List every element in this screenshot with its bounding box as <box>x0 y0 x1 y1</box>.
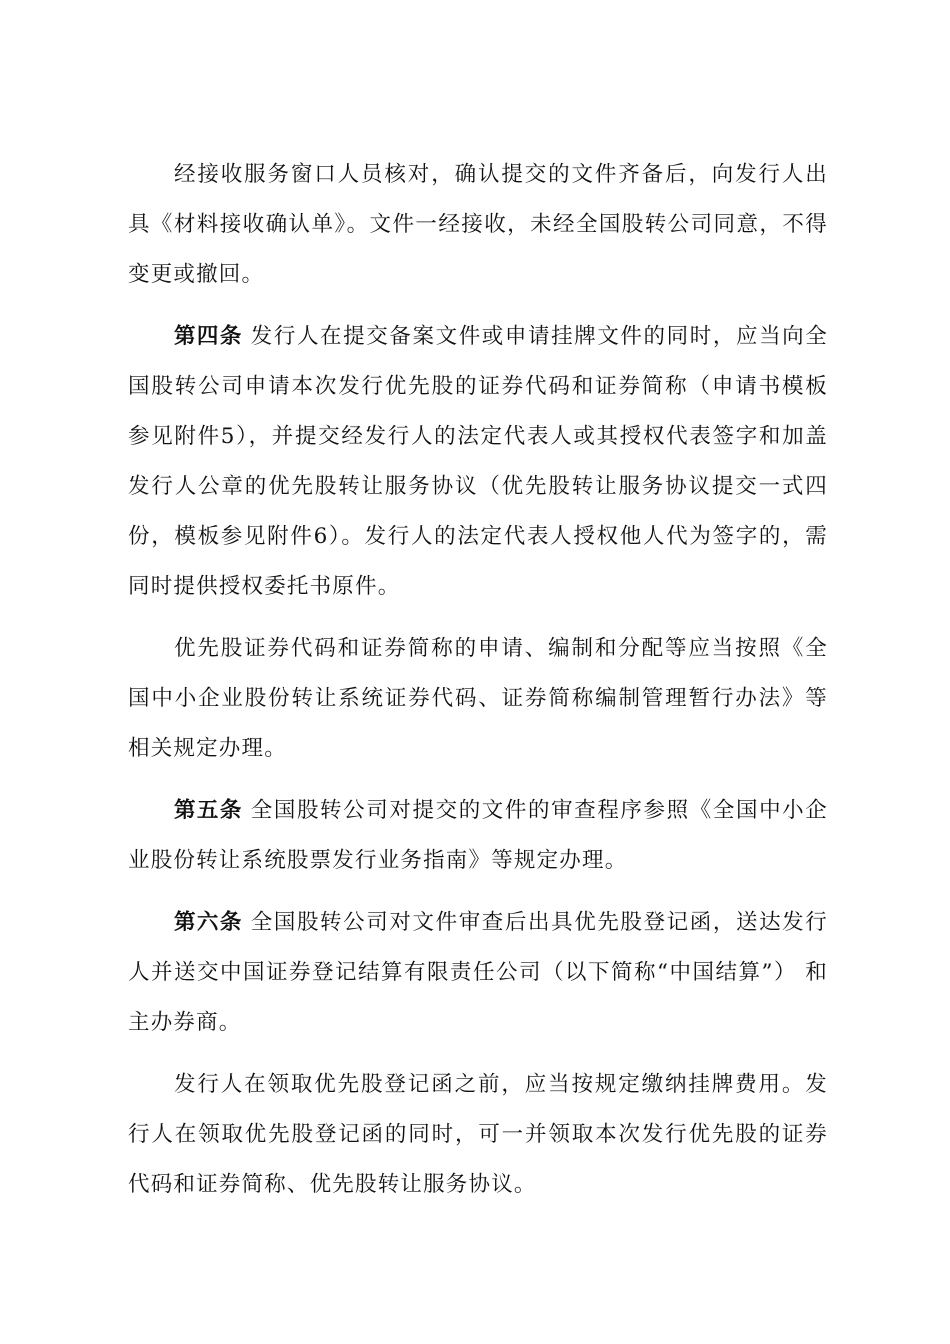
article-5-heading: 第五条 <box>174 798 243 823</box>
paragraph-1 <box>128 150 828 300</box>
article-4-heading: 第四条 <box>174 324 243 349</box>
article-5-text: 全国股转公司对提交的文件的审查程序参照《全国中小企业股份转让系统股票发行业务指南》等规定办理。 <box>128 798 828 873</box>
paragraph-3-text: 优先股证券代码和证券简称的申请、编制和分配等应当按照《全国中小企业股份转让系统证券代码、证券简称编制管理暂行办法》等相关规定办理。 <box>128 636 828 761</box>
article-4-text: 发行人在提交备案文件或申请挂牌文件的同时，应当向全国股转公司申请本次发行优先股的证券代码和证券简称（申请书模板参见附件5），并提交经发行人的法定代表人或其授权代表签字和加盖发行人公章的优先股转让服务协议（优先股转让服务协议提交一式四份，模板参见附件6）。发行人的法定代表人授权他人代为签字的，需同时提供授权委托书原件。 <box>128 324 828 599</box>
paragraph-1-text: 经接收服务窗口人员核对，确认提交的文件齐备后，向发行人出具《材料接收确认单》。文件一经接收，未经全国股转公司同意，不得变更或撤回。 <box>128 162 828 287</box>
paragraph-article-5 <box>128 786 828 886</box>
article-6-text: 全国股转公司对文件审查后出具优先股登记函，送达发行人并送交中国证券登记结算有限责任公司（以下简称“中国结算”） 和主办券商。 <box>128 910 828 1035</box>
document-body <box>128 150 828 1222</box>
article-6-heading: 第六条 <box>174 910 243 935</box>
paragraph-article-6 <box>128 898 828 1048</box>
paragraph-article-4 <box>128 312 828 612</box>
paragraph-3 <box>128 624 828 774</box>
paragraph-6 <box>128 1060 828 1210</box>
paragraph-6-text: 发行人在领取优先股登记函之前，应当按规定缴纳挂牌费用。发行人在领取优先股登记函的同时，可一并领取本次发行优先股的证券代码和证券简称、优先股转让服务协议。 <box>128 1072 828 1197</box>
